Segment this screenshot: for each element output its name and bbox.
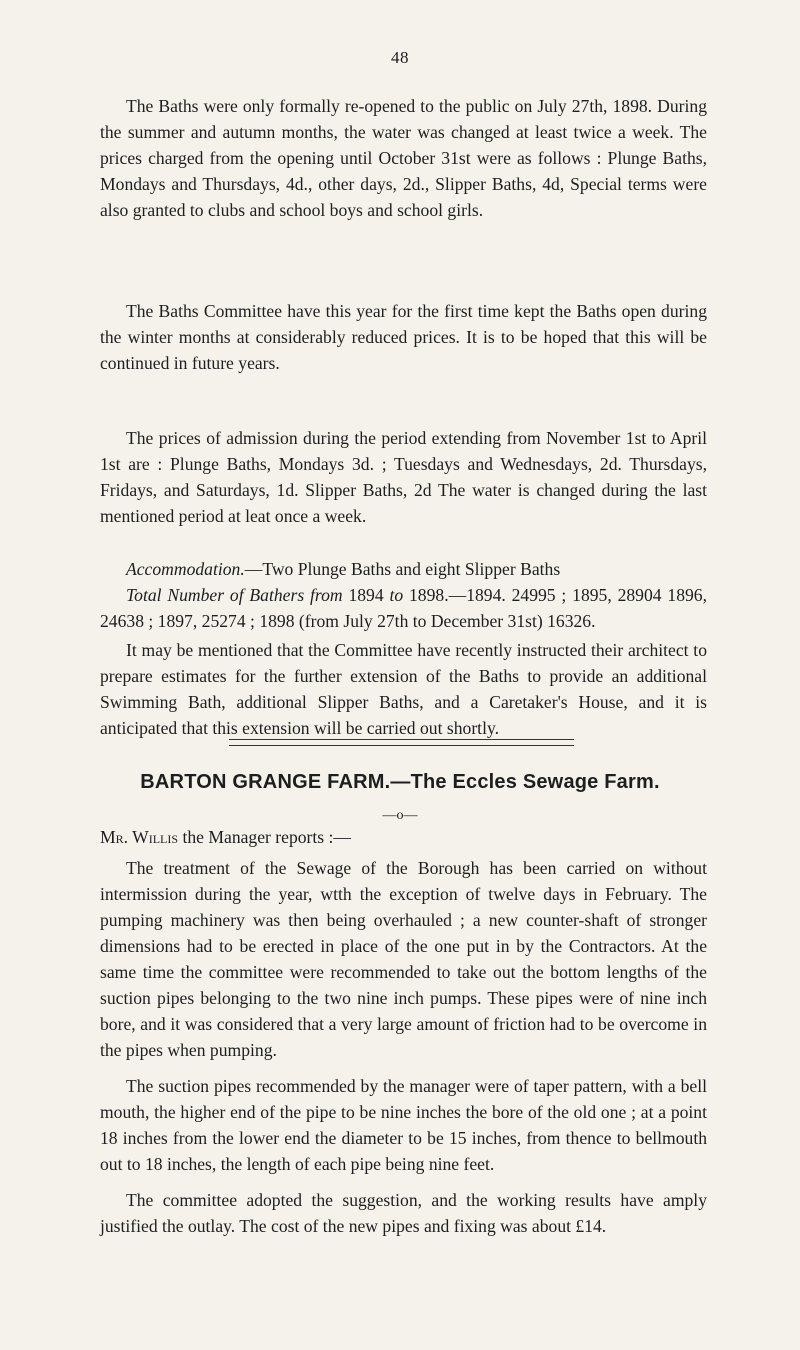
baths-section-4 xyxy=(100,556,707,741)
accommodation-text: —Two Plunge Baths and eight Slipper Baths xyxy=(244,559,561,579)
total-bathers-figures: —1894. 24995 ; 1895, 28904 1896, 24638 ; 1897, 25274 ; 1898 (from July 27th to December 31st) 16326. xyxy=(100,585,707,631)
accommodation-label: Accommodation. xyxy=(126,559,245,579)
page-number: 48 xyxy=(391,48,409,67)
paragraph-committee-adoption: The committee adopted the suggestion, and the working results have amply justified the outlay. The cost of the new pipes and fixing was about £14. xyxy=(100,1190,707,1236)
paragraph-accommodation xyxy=(100,556,707,582)
baths-section-1 xyxy=(100,93,707,223)
baths-section-3 xyxy=(100,425,707,529)
paragraph-total-bathers xyxy=(100,582,707,634)
total-bathers-label: Total Number of Bathers from xyxy=(126,585,343,605)
reporter-line xyxy=(100,824,351,850)
farm-section xyxy=(100,855,707,1239)
section-separator: —o— xyxy=(382,808,418,823)
total-year-from: 1894 xyxy=(348,585,384,605)
total-to: to xyxy=(389,585,404,605)
paragraph-reopening: The Baths were only formally re-opened to the public on July 27th, 1898. During the summer and autumn months, the water was changed at least twice a week. The prices charged from the opening until October 31st were as follows : Plunge Baths, Mondays and Thursdays, 4d., other days, 2d., Slipper Baths, 4d, Special terms were also granted to clubs and school boys and school girls. xyxy=(100,96,707,220)
total-year-to: 1898. xyxy=(409,585,449,605)
divider-rule-top xyxy=(229,739,574,740)
section-heading: BARTON GRANGE FARM.—The Eccles Sewage Farm. xyxy=(140,771,660,793)
paragraph-winter-prices: The prices of admission during the period extending from November 1st to April 1st are : Plunge Baths, Mondays 3d. ; Tuesdays and Wednesdays, 2d. Thursdays, Fridays, and Saturdays, 1d. Slipper Baths, 2d The water is changed during the last mentioned period at leat once a week. xyxy=(100,428,707,526)
paragraph-sewage-treatment: The treatment of the Sewage of the Borough has been carried on without intermission during the year, wtth the exception of twelve days in February. The pumping machinery was then being overhauled ; a new counter-shaft of stronger dimensions had to be erected in place of the one put in by the Contractors. At the same time the committee were recommended to take out the bottom lengths of the suction pipes belonging to the two nine inch pumps. These pipes were of nine inch bore, and it was considered that a very large amount of friction had to be overcome in the pipes when pumping. xyxy=(100,858,707,1060)
divider-rule-bottom xyxy=(229,745,574,746)
baths-section-2 xyxy=(100,298,707,376)
paragraph-extension: It may be mentioned that the Committee have recently instructed their architect to prepare estimates for the further extension of the Baths to provide an additional Swimming Bath, additional Slipper Baths, and a Caretaker's House, and it is anticipated that this extension will be carried out shortly. xyxy=(100,640,707,738)
reporter-name: Mr. Willis xyxy=(100,827,179,847)
paragraph-suction-pipes: The suction pipes recommended by the manager were of taper pattern, with a bell mouth, the higher end of the pipe to be nine inches the bore of the old one ; at a point 18 inches from the lower end the diameter to be 15 inches, from thence to bellmouth out to 18 inches, the length of each pipe being nine feet. xyxy=(100,1076,707,1174)
reporter-text: the Manager reports :— xyxy=(182,827,352,847)
paragraph-winter-opening: The Baths Committee have this year for the first time kept the Baths open during the winter months at considerably reduced prices. It is to be hoped that this will be continued in future years. xyxy=(100,301,707,373)
